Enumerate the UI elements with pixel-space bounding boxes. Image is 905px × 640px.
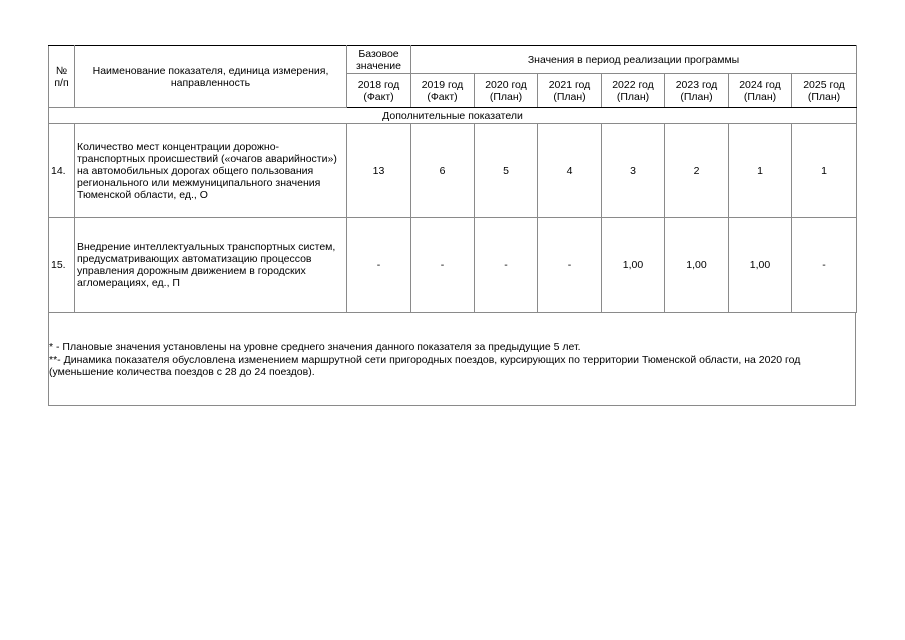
year-header: 2018 год (Факт) xyxy=(347,74,411,108)
table-row xyxy=(49,124,857,218)
footnotes xyxy=(48,312,856,406)
year-header: 2024 год (План) xyxy=(729,74,792,108)
year-header: 2021 год (План) xyxy=(538,74,602,108)
value-cell: 1 xyxy=(792,124,857,218)
indicators-table xyxy=(48,45,857,313)
row-number: 14. xyxy=(49,124,75,218)
value-cell: 1,00 xyxy=(729,218,792,313)
section-title: Дополнительные показатели xyxy=(49,108,857,124)
header-period: Значения в период реализации программы xyxy=(411,46,857,74)
value-cell: 2 xyxy=(665,124,729,218)
year-header: 2023 год (План) xyxy=(665,74,729,108)
value-cell: - xyxy=(347,218,411,313)
value-cell: 3 xyxy=(602,124,665,218)
header-no: № п/п xyxy=(49,46,75,108)
value-cell: - xyxy=(475,218,538,313)
year-header: 2025 год (План) xyxy=(792,74,857,108)
year-header: 2019 год (Факт) xyxy=(411,74,475,108)
header-base: Базовое значение xyxy=(347,46,411,74)
value-cell: 5 xyxy=(475,124,538,218)
value-cell: - xyxy=(792,218,857,313)
value-cell: 1 xyxy=(729,124,792,218)
year-header: 2022 год (План) xyxy=(602,74,665,108)
table-row xyxy=(49,218,857,313)
row-number: 15. xyxy=(49,218,75,313)
indicator-name: Количество мест концентрации дорожно-транспортных происшествий («очагов аварийности») на автомобильных дорогах общего пользования регионального или межмуниципального значения Тюменской области, ед., О xyxy=(75,124,347,218)
header-name: Наименование показателя, единица измерения, направленность xyxy=(75,46,347,108)
value-cell: 4 xyxy=(538,124,602,218)
value-cell: - xyxy=(411,218,475,313)
value-cell: 1,00 xyxy=(602,218,665,313)
indicator-name: Внедрение интеллектуальных транспортных систем, предусматривающих автоматизацию процессов управления дорожным движением в городских агломерациях, ед., П xyxy=(75,218,347,313)
header-row-top xyxy=(49,46,857,74)
value-cell: 13 xyxy=(347,124,411,218)
year-header: 2020 год (План) xyxy=(475,74,538,108)
value-cell: 1,00 xyxy=(665,218,729,313)
footnote: **- Динамика показателя обусловлена изменением маршрутной сети пригородных поездов, курсирующих по территории Тюменской области, на 2020 год (уменьшение количества поездов с 28 до 24 поездов). xyxy=(49,353,801,378)
section-row xyxy=(49,108,857,124)
value-cell: - xyxy=(538,218,602,313)
value-cell: 6 xyxy=(411,124,475,218)
footnote: * - Плановые значения установлены на уровне среднего значения данного показателя за предыдущие 5 лет. xyxy=(49,341,581,353)
